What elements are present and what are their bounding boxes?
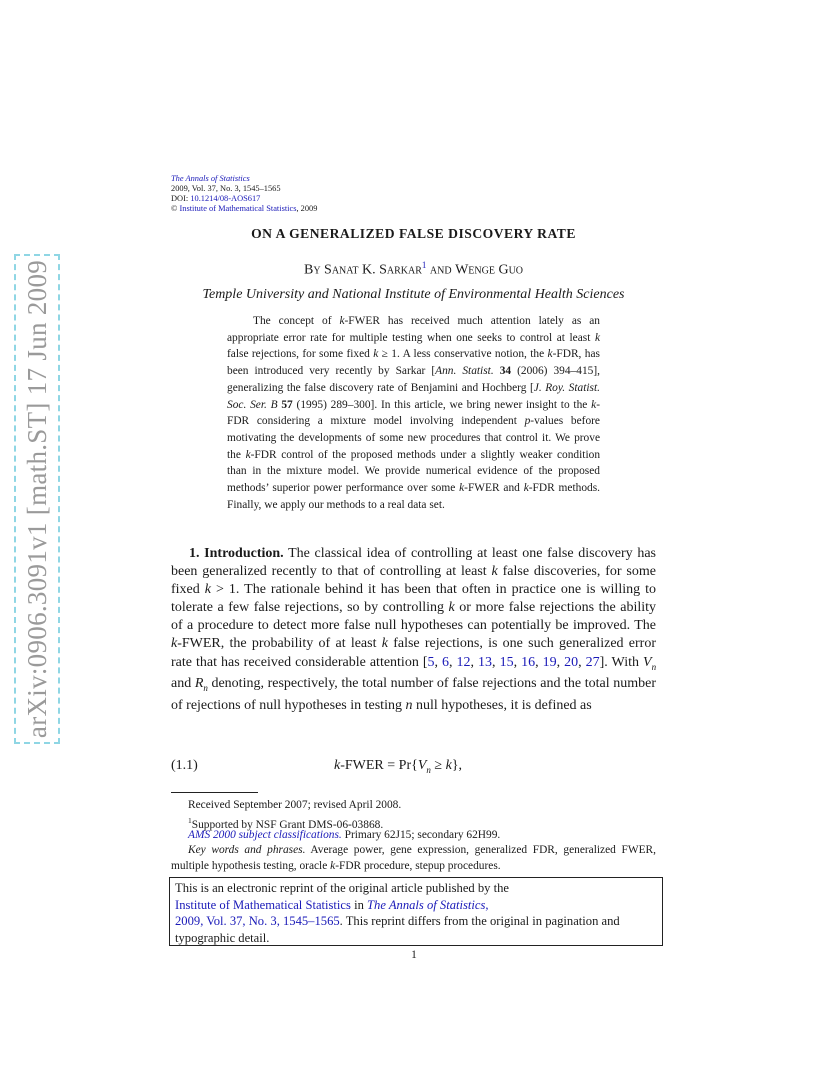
- section-heading: 1. Introduction.: [189, 546, 284, 561]
- journal-doi: [171, 194, 260, 204]
- doi-label: DOI:: [171, 194, 189, 203]
- journal-volume: 2009, Vol. 37, No. 3, 1545–1565: [171, 184, 281, 193]
- citation-link[interactable]: 20: [564, 654, 579, 670]
- author-affiliation: Temple University and National Institute of Environmental Health Sciences: [202, 287, 625, 302]
- reprint-notice: This is an electronic reprint of the original article published by the Institute of Mathematical Statistics in The Annals of Statistics, 2009, Vol. 37, No. 3, 1545–1565. This reprint differs from the original in pagination and typographic detail.: [169, 877, 663, 946]
- citation-link[interactable]: 5: [427, 654, 435, 670]
- equation-number: (1.1): [171, 758, 198, 773]
- ams-link[interactable]: AMS 2000 subject classifications.: [188, 829, 342, 841]
- citation-link[interactable]: 16: [521, 654, 536, 670]
- paper-title: ON A GENERALIZED FALSE DISCOVERY RATE: [251, 226, 576, 241]
- copyright-icon: ©: [171, 204, 178, 213]
- author-byline: [171, 260, 656, 279]
- publisher-link[interactable]: Institute of Mathematical Statistics: [179, 204, 297, 213]
- institute-link[interactable]: Institute of Mathematical Statistics: [175, 897, 351, 912]
- received-note: Received September 2007; revised April 2008.: [188, 799, 402, 811]
- citation-link[interactable]: 19: [542, 654, 557, 670]
- keywords-note: Key words and phrases. Average power, gene expression, generalized FDR, generalized FWER, multiple hypothesis testing, oracle k-FDR procedure, stepup procedures.: [171, 844, 656, 872]
- arxiv-identifier[interactable]: arXiv:0906.3091v1 [math.ST] 17 Jun 2009: [22, 259, 52, 739]
- introduction-paragraph: 1. Introduction. The classical idea of controlling at least one false discovery has been generalized recently to that of controlling at least k false discoveries, for some fixed k > 1. The rationale behind it has been that often in practice one is willing to tolerate a few false rejections, so by controlling k or more false rejections the ability of a procedure to detect more false null hypotheses can potentially be improved. The k-FWER, the probability of at least k false rejections, is one such generalized error rate that has received considerable attention [5, 6, 12, 13, 15, 16, 19, 20, 27]. With $V_n$ and $R_n$ denoting, respectively, the total number of false rejections and the total number of rejections of null hypotheses in testing n null hypotheses, it is defined as: [171, 546, 657, 714]
- byline-by: By: [303, 262, 321, 278]
- journal-copyright: [171, 204, 317, 214]
- footnote-rule: [171, 792, 258, 793]
- citation-link[interactable]: 6: [442, 654, 450, 670]
- journal-name[interactable]: The Annals of Statistics: [171, 174, 250, 183]
- copyright-year: , 2009: [296, 204, 318, 213]
- author-footnote-mark[interactable]: 1: [421, 260, 427, 270]
- volume-link[interactable]: 2009, Vol. 37, No. 3, 1545–1565: [175, 914, 340, 929]
- ams-classification: AMS 2000 subject classifications. Primary 62J15; secondary 62H99.: [188, 829, 501, 841]
- citation-link[interactable]: 15: [499, 654, 514, 670]
- support-note: $^1$Supported by NSF Grant DMS-06-03868.: [188, 816, 384, 831]
- equation-body: k-FWER = $Pr\{V_n \ge k\}$,: [334, 758, 463, 775]
- page-number: 1: [411, 949, 417, 961]
- citation-link[interactable]: 12: [456, 654, 471, 670]
- byline-and: and: [429, 262, 452, 278]
- citation-link[interactable]: 13: [478, 654, 493, 670]
- doi-link[interactable]: 10.1214/08-AOS617: [190, 194, 261, 203]
- journal-link[interactable]: The Annals of Statistics: [367, 897, 486, 912]
- citation-link[interactable]: 27: [585, 654, 600, 670]
- abstract: The concept of k-FWER has received much attention lately as an appropriate error rate for multiple testing when one seeks to control at least k false rejections, for some fixed k ≥ 1. A less conservative notion, the k-FDR, has been introduced very recently by Sarkar [Ann. Statist. 34 (2006) 394–415], generalizing the false discovery rate of Benjamini and Hochberg [J. Roy. Statist. Soc. Ser. B 57 (1995) 289–300]. In this article, we bring newer insight to the k-FDR considering a mixture model involving independent p-values before motivating the developments of some new procedures that control it. We prove the k-FDR control of the proposed methods under a slightly weaker condition than in the mixture model. We provide numerical evidence of the proposed methods’ superior power performance over some k-FWER and k-FDR methods. Finally, we apply our methods to a real data set.: [227, 315, 601, 511]
- author-1: Sanat K. Sarkar: [324, 262, 422, 278]
- author-2: Wenge Guo: [455, 262, 524, 278]
